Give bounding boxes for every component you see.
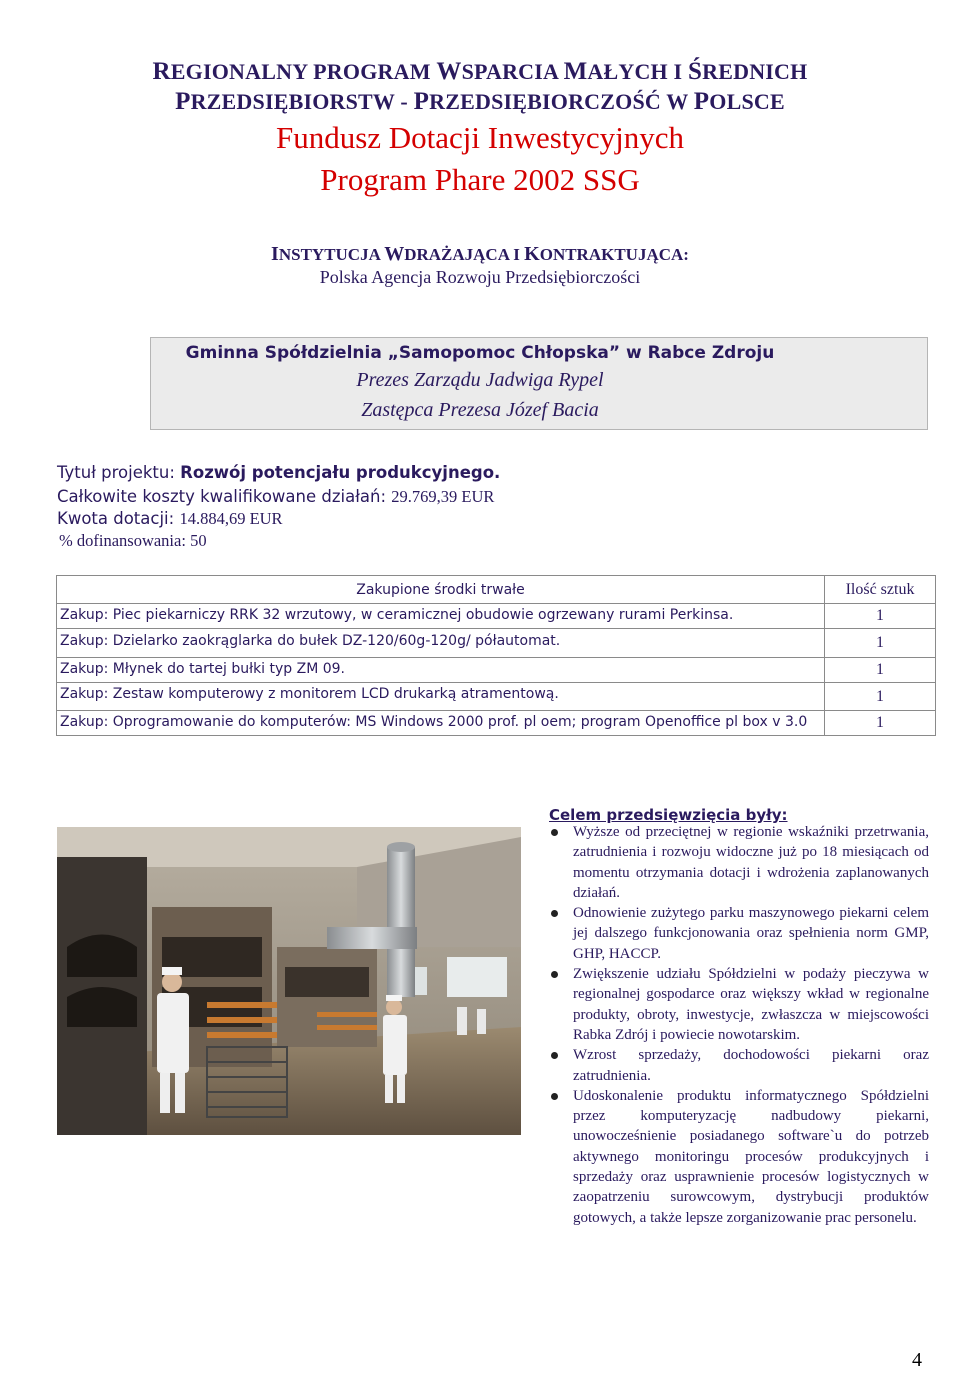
total-costs: Całkowite koszty kwalifikowane działań: 29.769,39 EUR xyxy=(57,487,495,506)
table-row xyxy=(57,604,936,629)
deputy-name: Zastępca Prezesa Józef Bacia xyxy=(361,399,599,421)
qty-cell: 1 xyxy=(825,629,936,658)
list-item: Wyższe od przeciętnej w regionie wskaźniki przetrwania, zatrudnienia i rozwoju widoczne już po 18 miesiącach od momentu otrzymania dotacji i wdrożenia zaplanowanych działań. xyxy=(549,822,929,903)
institution-label: INSTYTUCJA WDRAŻAJĄCA I KONTRAKTUJĄCA: xyxy=(271,243,689,265)
goals-title: Celem przedsięwzięcia były: xyxy=(549,806,788,824)
list-item: Zwiększenie udziału Spółdzielni w podaży pieczywa w regionalnej gospodarce oraz większy wkład w regionalne produkty, obroty, inwestycje, zwłaszcza w miejscowości Rabka Zdrój i powiecie nowotarskim. xyxy=(549,964,929,1045)
list-item: Wzrost sprzedaży, dochodowości piekarni oraz zatrudnienia. xyxy=(549,1045,929,1086)
item-cell: Zakup: Młynek do tartej bułki typ ZM 09. xyxy=(57,658,825,683)
item-cell: Zakup: Zestaw komputerowy z monitorem LCD drukarką atramentową. xyxy=(57,683,825,711)
qty-cell: 1 xyxy=(825,658,936,683)
project-title: Tytuł projektu: Rozwój potencjału produkcyjnego. xyxy=(57,463,501,482)
table-row xyxy=(57,683,936,711)
table-row xyxy=(57,711,936,736)
bullet-icon xyxy=(551,829,558,836)
program-phare-title: Program Phare 2002 SSG xyxy=(320,162,640,197)
qty-cell: 1 xyxy=(825,604,936,629)
item-cell: Zakup: Oprogramowanie do komputerów: MS Windows 2000 prof. pl oem; program Openoffice pl box v 3.0 xyxy=(57,711,825,736)
cofinancing-percent: % dofinansowania: 50 xyxy=(59,531,207,550)
item-cell: Zakup: Piec piekarniczy RRK 32 wrzutowy, w ceramicznej obudowie ogrzewany rurami Perkinsa. xyxy=(57,604,825,629)
institution-name: Polska Agencja Rozwoju Przedsiębiorczości xyxy=(319,267,641,287)
table-header-row xyxy=(57,576,936,604)
column-header-qty: Ilość sztuk xyxy=(825,576,936,604)
fund-title: Fundusz Dotacji Inwestycyjnych xyxy=(275,120,685,155)
beneficiary-name: Gminna Spółdzielnia „Samopomoc Chłopska” w Rabce Zdroju xyxy=(185,343,775,363)
qty-cell: 1 xyxy=(825,711,936,736)
fixed-assets-table xyxy=(56,575,936,736)
bakery-photo xyxy=(57,827,521,1135)
goals-list xyxy=(549,822,929,1228)
page-number: 4 xyxy=(912,1349,922,1371)
program-title-line1: REGIONALNY PROGRAM WSPARCIA MAŁYCH I ŚREDNICH xyxy=(152,58,808,85)
president-name: Prezes Zarządu Jadwiga Rypel xyxy=(356,369,604,391)
grant-amount: Kwota dotacji: 14.884,69 EUR xyxy=(57,509,283,528)
column-header-item: Zakupione środki trwałe xyxy=(57,576,825,604)
bullet-icon xyxy=(551,971,558,978)
table-row xyxy=(57,629,936,658)
item-cell: Zakup: Dzielarko zaokrąglarka do bułek DZ-120/60g-120g/ półautomat. xyxy=(57,629,825,658)
list-item: Odnowienie zużytego parku maszynowego piekarni celem jej dalszego funkcjonowania oraz spełnienia norm GMP, GHP, HACCP. xyxy=(549,903,929,964)
bullet-icon xyxy=(551,1052,558,1059)
qty-cell: 1 xyxy=(825,683,936,711)
program-title-line2: PRZEDSIĘBIORSTW - PRZEDSIĘBIORCZOŚĆ W POLSCE xyxy=(175,88,785,115)
table-row xyxy=(57,658,936,683)
bullet-icon xyxy=(551,1093,558,1100)
list-item: Udoskonalenie produktu informatycznego Spółdzielni przez komputeryzację nadbudowy piekarni, unowocześnienie posiadanego software`u do potrzeb aktywnego monitoringu procesów produkcyjnych i sprzedaży oraz usprawnienie procesów logistycznych w zaopatrzeniu surowcowym, dystrybucji produktów gotowych, a także lepsze zorganizowanie prac personelu. xyxy=(549,1086,929,1228)
bullet-icon xyxy=(551,910,558,917)
